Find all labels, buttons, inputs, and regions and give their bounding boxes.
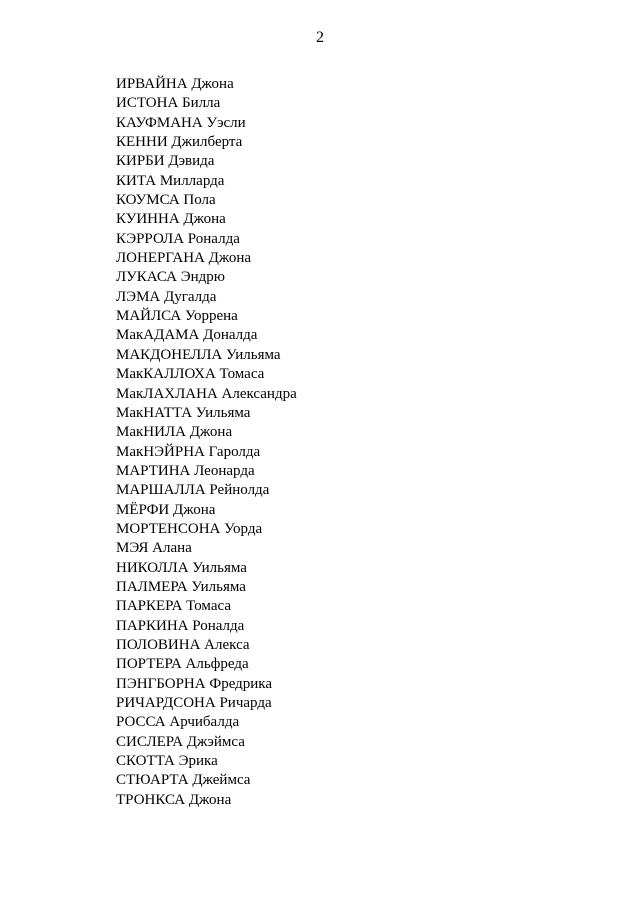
- list-item: МакНЭЙРНА Гаролда: [116, 443, 261, 460]
- list-item: МАРТИНА Леонарда: [116, 462, 255, 479]
- list-item: КИРБИ Дэвида: [116, 153, 215, 170]
- list-item: ПАРКИНА Роналда: [116, 617, 245, 634]
- list-item: ЛУКАСА Эндрю: [116, 269, 225, 286]
- list-item: КИТА Милларда: [116, 172, 225, 189]
- list-item: ИРВАЙНА Джона: [116, 76, 234, 92]
- list-item: МАРШАЛЛА Рейнолда: [116, 482, 270, 499]
- list-item: МакНАТТА Уильяма: [116, 404, 251, 421]
- list-item: КУИННА Джона: [116, 211, 226, 228]
- list-item: КОУМСА Пола: [116, 192, 216, 209]
- list-item: ПОЛОВИНА Алекса: [116, 636, 250, 653]
- list-item: ИСТОНА Билла: [116, 95, 221, 112]
- list-item: СИСЛЕРА Джэймса: [116, 733, 245, 750]
- list-item: МАЙЛСА Уоррена: [116, 308, 238, 325]
- list-item: ПАРКЕРА Томаса: [116, 598, 231, 615]
- list-item: ПОРТЕРА Альфреда: [116, 656, 249, 673]
- list-item: ЛОНЕРГАНА Джона: [116, 250, 252, 267]
- list-item: КАУФМАНА Уэсли: [116, 114, 246, 131]
- list-item: МЁРФИ Джона: [116, 501, 216, 518]
- list-item: СКОТТА Эрика: [116, 753, 218, 770]
- list-item: МакАДАМА Доналда: [116, 327, 258, 344]
- list-item: МакНИЛА Джона: [116, 424, 233, 441]
- list-item: ТРОНКСА Джона: [116, 791, 232, 808]
- list-item: ПАЛМЕРА Уильяма: [116, 578, 246, 595]
- name-list: [116, 75, 297, 810]
- list-item: РОССА Арчибалда: [116, 714, 240, 731]
- list-item: ПЭНГБОРНА Фредрика: [116, 675, 273, 692]
- list-item: СТЮАРТА Джеймса: [116, 772, 251, 789]
- list-item: МАКДОНЕЛЛА Уильяма: [116, 346, 281, 363]
- list-item: МЭЯ Алана: [116, 540, 192, 557]
- list-item: ЛЭМА Дугалда: [116, 288, 217, 305]
- list-item: МОРТЕНСОНА Уорда: [116, 520, 263, 537]
- list-item: КЭРРОЛА Роналда: [116, 230, 240, 247]
- page-number: 2: [316, 29, 324, 46]
- list-item: КЕННИ Джилберта: [116, 134, 243, 151]
- list-item: РИЧАРДСОНА Ричарда: [116, 695, 272, 711]
- list-item: МакКАЛЛОХА Томаса: [116, 366, 265, 383]
- list-item: МакЛАХЛАНА Александра: [116, 385, 297, 402]
- list-item: НИКОЛЛА Уильяма: [116, 559, 247, 576]
